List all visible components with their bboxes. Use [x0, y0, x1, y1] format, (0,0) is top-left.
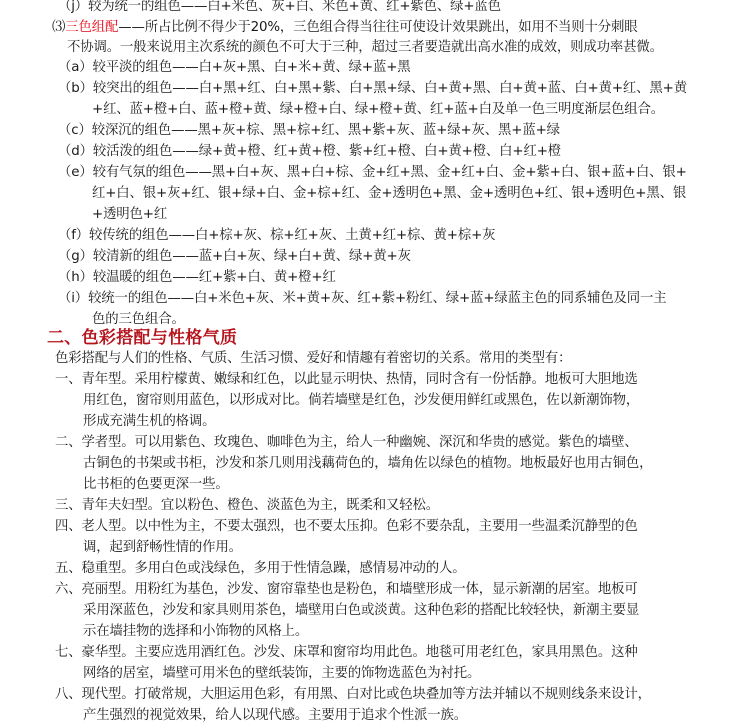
item-text: 较为统一的组色——白+米色、灰+白、米色+黄、红+紫色、绿+蓝色 [88, 0, 501, 14]
list-item-d [58, 142, 561, 162]
list-item-i-continuation: 色的三色组合。 [92, 312, 185, 327]
list-item-f [58, 226, 495, 246]
three-color-paragraph-line-2: 不协调。一般来说用主次系统的颜色不可大于三种，超过三者要造就出高水准的成效，则成功率甚微。 [67, 40, 663, 55]
item-text: 较清新的组色——蓝+白+灰、绿+白+黄、绿+黄+灰 [92, 249, 411, 264]
item-text: 较统一的组色——白+米色+灰、米+黄+灰、红+紫+粉红、绿+蓝+绿蓝主色的同系辅色及同一主 [88, 291, 667, 306]
list-item-g [58, 247, 411, 267]
type-item-elderly-continuation: 调，起到舒畅性情的作用。 [83, 540, 242, 555]
highlighted-term: 三色组配 [65, 20, 119, 35]
item-label: （j） [58, 0, 89, 14]
type-item-scholar: 二、学者型。可以用紫色、玫瑰色、咖啡色为主，给人一种幽婉、深沉和华贵的感觉。紫色的墙壁、 [55, 435, 638, 450]
list-item-j [58, 0, 501, 17]
type-item-youth: 一、青年型。采用柠檬黄、嫩绿和红色，以此显示明快、热情，同时含有一份恬静。地板可大胆地选 [55, 372, 638, 387]
item-label: （d） [58, 144, 93, 159]
item-text: 较平淡的组色——白+灰+黑、白+米+黄、绿+蓝+黑 [92, 60, 411, 75]
list-item-b [58, 79, 687, 99]
type-item-scholar-continuation-2: 比书柜的色要更深一些。 [83, 477, 229, 492]
type-item-steady: 五、稳重型。多用白色或浅绿色，多用于性情急躁，感情易冲动的人。 [55, 561, 466, 576]
item-label: （f） [58, 228, 90, 243]
three-color-paragraph-line-1 [52, 18, 637, 38]
type-item-scholar-continuation-1: 古铜色的书架或书柜，沙发和茶几则用浅藕荷色的，墙角佐以绿色的植物。地板最好也用古铜色， [83, 456, 653, 471]
item-text: 较活泼的组色——绿+黄+橙、红+黄+橙、紫+红+橙、白+黄+橙、白+红+橙 [92, 144, 562, 159]
item-label: （e） [58, 165, 93, 180]
list-item-b-continuation: +红、蓝+橙+白、蓝+橙+黄、绿+橙+白、绿+橙+黄、红+蓝+白及单一色三明度渐层色组合。 [92, 102, 664, 117]
item-text: 较突出的组色——白+黑+红、白+黑+紫、白+黑+绿、白+黄+黑、白+黄+蓝、白+黄+红、黑+黄 [92, 81, 687, 96]
list-item-h [58, 268, 336, 288]
item-text: 较温暖的组色——红+紫+白、黄+橙+红 [92, 270, 336, 285]
paragraph-number: ⑶ [52, 20, 66, 35]
section-heading: 二、色彩搭配与性格气质 [47, 328, 238, 348]
list-item-e-continuation-1: 红+白、银+灰+红、银+绿+白、金+棕+红、金+透明色+黑、金+透明色+红、银+透明色+黑、银 [92, 186, 687, 201]
type-item-luxury: 七、豪华型。主要应选用酒红色。沙发、床罩和窗帘均用此色。地毯可用老红色，家具用黑色。这种 [55, 645, 638, 660]
item-text: 较传统的组色——白+棕+灰、棕+红+灰、土黄+红+棕、黄+棕+灰 [89, 228, 496, 243]
type-item-bright-continuation-1: 采用深蓝色，沙发和家具则用茶色，墙壁用白色或淡黄。这种色彩的搭配比较轻快，新潮主要显 [83, 603, 640, 618]
item-text: 较深沉的组色——黑+灰+棕、黑+棕+红、黑+紫+灰、蓝+绿+灰、黑+蓝+绿 [91, 123, 560, 138]
item-text: 较有气氛的组色——黑+白+灰、黑+白+棕、金+红+黑、金+红+白、金+紫+白、银+蓝+白、银+ [92, 165, 687, 180]
section-intro: 色彩搭配与人们的性格、气质、生活习惯、爱好和情趣有着密切的关系。常用的类型有： [55, 351, 572, 366]
item-label: （i） [58, 291, 89, 306]
type-item-modern-continuation: 产生强烈的视觉效果，给人以现代感。主要用于追求个性派一族。 [83, 708, 467, 723]
type-item-youth-continuation-2: 形成充满生机的格调。 [83, 414, 216, 429]
type-item-bright-continuation-2: 示在墙挂物的选择和小饰物的风格上。 [83, 624, 309, 639]
type-item-luxury-continuation: 网络的居室，墙壁可用米色的壁纸装饰，主要的饰物选蓝色为衬托。 [83, 666, 481, 681]
list-item-c [58, 121, 560, 141]
item-label: （b） [58, 81, 93, 96]
item-label: （a） [58, 60, 93, 75]
item-label: （g） [58, 249, 93, 264]
type-item-elderly: 四、老人型。以中性为主，不要太强烈，也不要太压抑。色彩不要杂乱，主要用一些温柔沉静型的色 [55, 519, 638, 534]
type-item-bright: 六、亮丽型。用粉红为基色，沙发、窗帘靠垫也是粉色，和墙壁形成一体，显示新潮的居室。地板可 [55, 582, 638, 597]
paragraph-text: ——所占比例不得少于20%，三色组合得当往往可使设计效果跳出，如用不当则十分刺眼 [118, 20, 638, 35]
list-item-i [58, 289, 667, 309]
item-label: （h） [58, 270, 93, 285]
item-label: （c） [58, 123, 92, 138]
list-item-a [58, 58, 411, 78]
type-item-young-couple: 三、青年夫妇型。宜以粉色、橙色、淡蓝色为主，既柔和又轻松。 [55, 498, 439, 513]
type-item-modern: 八、现代型。打破常规，大胆运用色彩，有用黑、白对比或色块叠加等方法并辅以不规则线条来设计， [55, 687, 651, 702]
list-item-e [58, 163, 687, 183]
list-item-e-continuation-2: +透明色+红 [92, 207, 168, 222]
type-item-youth-continuation-1: 用红色，窗帘则用蓝色，以形成对比。倘若墙壁是红色，沙发便用鲜红或黑色，佐以新潮饰物， [83, 393, 640, 408]
